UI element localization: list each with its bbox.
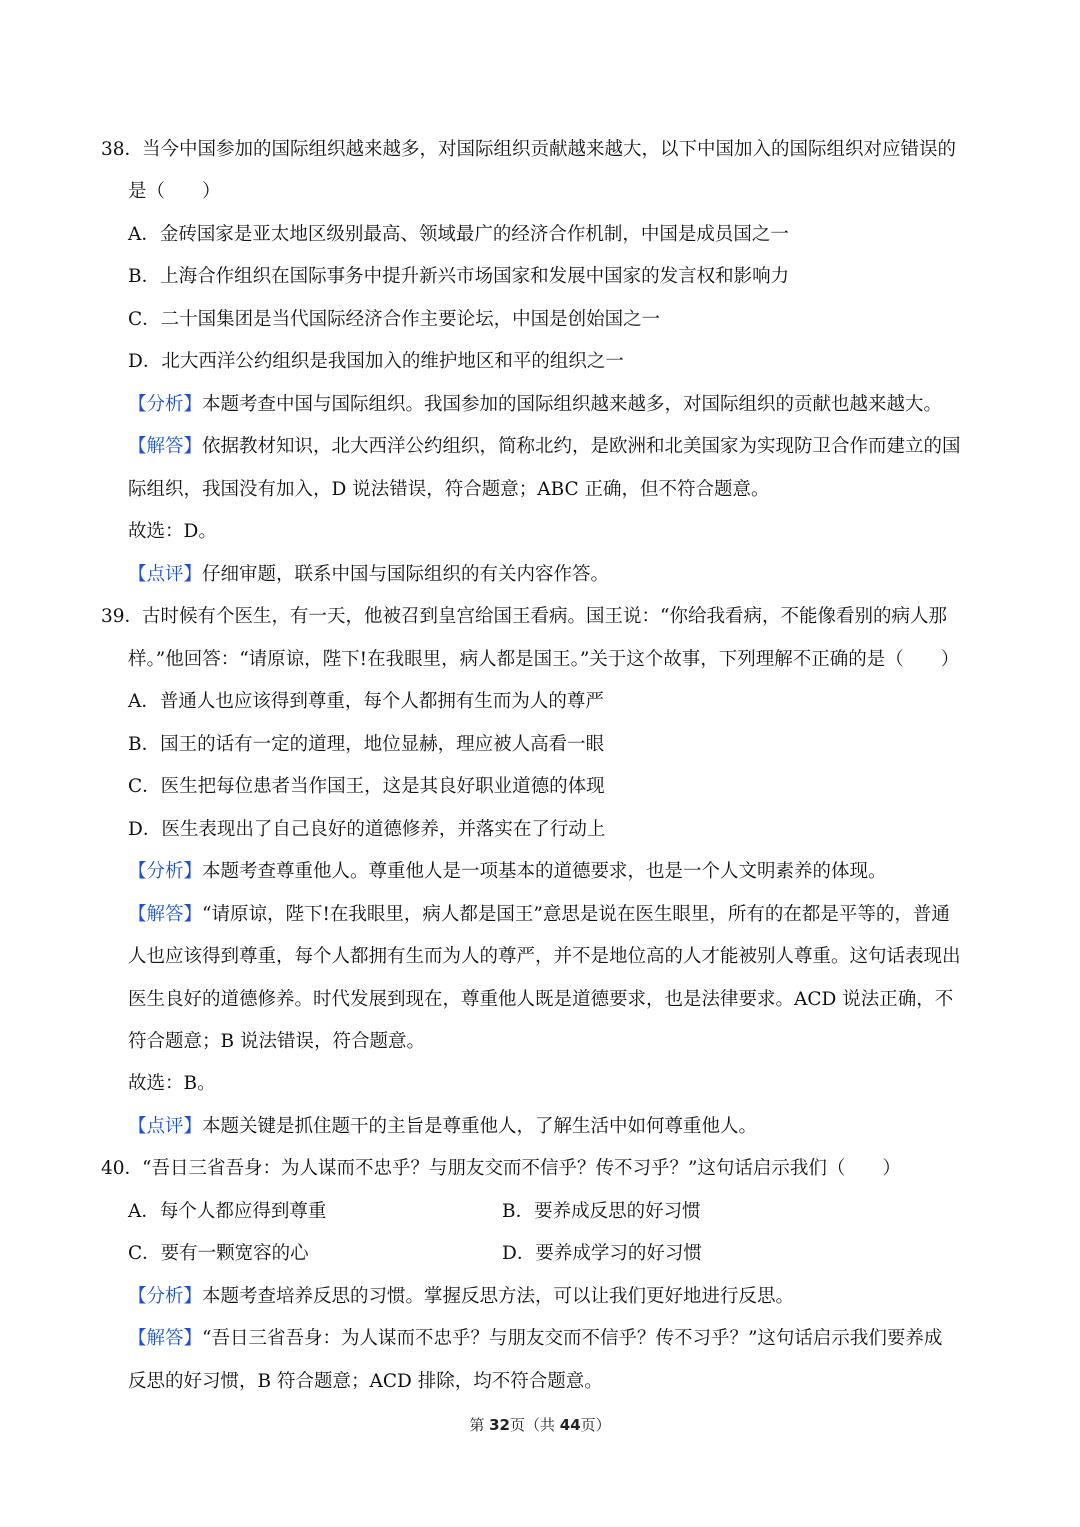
question-39-answer-line-1 bbox=[0, 895, 1080, 935]
choice-text: 故选：B。 bbox=[128, 1073, 216, 1094]
option-text: B．国王的话有一定的道理，地位显赫，理应被人高看一眼 bbox=[128, 734, 605, 755]
option-text: B．要养成反思的好习惯 bbox=[502, 1201, 701, 1222]
analysis-text: 本题考查培养反思的习惯。掌握反思方法，可以让我们更好地进行反思。 bbox=[202, 1286, 795, 1307]
option-text: B．上海合作组织在国际事务中提升新兴市场国家和发展中国家的发言权和影响力 bbox=[128, 266, 790, 287]
question-40-answer-line-1 bbox=[0, 1319, 1080, 1359]
question-38-stem-line-2 bbox=[0, 172, 1080, 212]
question-39-stem-line-1 bbox=[0, 597, 1080, 637]
question-38-answer-line-2 bbox=[0, 470, 1080, 510]
question-number: 38． bbox=[101, 139, 144, 160]
question-38-answer-line-1 bbox=[0, 427, 1080, 467]
answer-text: 际组织，我国没有加入，D 说法错误，符合题意；ABC 正确，但不符合题意。 bbox=[128, 479, 770, 500]
question-stem: 样。”他回答：“请原谅，陛下!在我眼里，病人都是国王。”关于这个故事，下列理解不正确的是（ ） bbox=[128, 649, 960, 670]
comment-tag: 【点评】 bbox=[128, 564, 203, 585]
question-40-answer-line-2 bbox=[0, 1362, 1080, 1402]
question-stem: 是（ ） bbox=[128, 181, 221, 202]
current-page-number: 32 bbox=[489, 1416, 510, 1434]
question-38-stem-line-1 bbox=[0, 130, 1080, 170]
question-38-option-b bbox=[0, 257, 1080, 297]
choice-text: 故选：D。 bbox=[128, 521, 217, 542]
question-stem: 当今中国参加的国际组织越来越多，对国际组织贡献越来越大，以下中国加入的国际组织对应错误的 bbox=[142, 139, 957, 160]
option-text: D．要养成学习的好习惯 bbox=[502, 1243, 702, 1264]
question-39-option-a bbox=[0, 682, 1080, 722]
answer-text: “吾日三省吾身：为人谋而不忠乎？与朋友交而不信乎？传不习乎？”这句话启示我们要养成 bbox=[202, 1328, 943, 1349]
analysis-tag: 【分析】 bbox=[128, 861, 203, 882]
option-text: A．金砖国家是亚太地区级别最高、领域最广的经济合作机制，中国是成员国之一 bbox=[128, 224, 789, 245]
answer-text: 依据教材知识，北大西洋公约组织，简称北约，是欧洲和北美国家为实现防卫合作而建立的国 bbox=[202, 436, 961, 457]
comment-text: 本题关键是抓住题干的主旨是尊重他人，了解生活中如何尊重他人。 bbox=[202, 1116, 758, 1137]
question-40-analysis bbox=[0, 1277, 1080, 1317]
option-text: D．医生表现出了自己良好的道德修养，并落实在了行动上 bbox=[128, 819, 606, 840]
option-text: A．每个人都应得到尊重 bbox=[128, 1201, 327, 1222]
question-40-options-row-1 bbox=[0, 1192, 1080, 1232]
footer-prefix: 第 bbox=[469, 1416, 490, 1434]
question-39-choice bbox=[0, 1064, 1080, 1104]
answer-tag: 【解答】 bbox=[128, 904, 203, 925]
page-footer bbox=[0, 1410, 1080, 1440]
question-39-answer-line-4 bbox=[0, 1022, 1080, 1062]
comment-text: 仔细审题，联系中国与国际组织的有关内容作答。 bbox=[202, 564, 610, 585]
answer-text: 符合题意；B 说法错误，符合题意。 bbox=[128, 1031, 425, 1052]
footer-suffix: 页） bbox=[580, 1416, 611, 1434]
question-38-option-c bbox=[0, 300, 1080, 340]
question-38-option-a bbox=[0, 215, 1080, 255]
answer-text: “请原谅，陛下!在我眼里，病人都是国王”意思是说在医生眼里，所有的在都是平等的，普通 bbox=[202, 904, 950, 925]
question-40-stem-line-1 bbox=[0, 1149, 1080, 1189]
total-page-number: 44 bbox=[559, 1416, 581, 1434]
analysis-tag: 【分析】 bbox=[128, 394, 203, 415]
answer-text: 医生良好的道德修养。时代发展到现在，尊重他人既是道德要求，也是法律要求。ACD 说法正确，不 bbox=[128, 989, 954, 1010]
question-38-choice bbox=[0, 512, 1080, 552]
question-39-stem-line-2 bbox=[0, 640, 1080, 680]
question-39-analysis bbox=[0, 852, 1080, 892]
question-38-option-d bbox=[0, 342, 1080, 382]
answer-tag: 【解答】 bbox=[128, 436, 203, 457]
question-39-option-c bbox=[0, 767, 1080, 807]
question-stem: 古时候有个医生，有一天，他被召到皇宫给国王看病。国王说：“你给我看病，不能像看别的病人那 bbox=[142, 606, 947, 627]
question-38-analysis bbox=[0, 385, 1080, 425]
question-38-comment bbox=[0, 555, 1080, 595]
question-39-option-b bbox=[0, 725, 1080, 765]
answer-tag: 【解答】 bbox=[128, 1328, 203, 1349]
option-text: A．普通人也应该得到尊重，每个人都拥有生而为人的尊严 bbox=[128, 691, 604, 712]
question-39-answer-line-3 bbox=[0, 980, 1080, 1020]
question-39-comment bbox=[0, 1107, 1080, 1147]
analysis-tag: 【分析】 bbox=[128, 1286, 203, 1307]
question-39-answer-line-2 bbox=[0, 937, 1080, 977]
analysis-text: 本题考查尊重他人。尊重他人是一项基本的道德要求，也是一个人文明素养的体现。 bbox=[202, 861, 887, 882]
option-text: D．北大西洋公约组织是我国加入的维护地区和平的组织之一 bbox=[128, 351, 624, 372]
option-text: C．要有一颗宽容的心 bbox=[128, 1243, 309, 1264]
question-stem: “吾日三省吾身：为人谋而不忠乎？与朋友交而不信乎？传不习乎？”这句话启示我们（ ） bbox=[142, 1158, 901, 1179]
question-40-options-row-2 bbox=[0, 1234, 1080, 1274]
question-number: 39． bbox=[101, 606, 144, 627]
analysis-text: 本题考查中国与国际组织。我国参加的国际组织越来越多，对国际组织的贡献也越来越大。 bbox=[202, 394, 943, 415]
answer-text: 反思的好习惯，B 符合题意；ACD 排除，均不符合题意。 bbox=[128, 1371, 603, 1392]
option-text: C．医生把每位患者当作国王，这是其良好职业道德的体现 bbox=[128, 776, 605, 797]
footer-middle: 页（共 bbox=[509, 1416, 560, 1434]
option-text: C．二十国集团是当代国际经济合作主要论坛，中国是创始国之一 bbox=[128, 309, 661, 330]
comment-tag: 【点评】 bbox=[128, 1116, 203, 1137]
answer-text: 人也应该得到尊重，每个人都拥有生而为人的尊严，并不是地位高的人才能被别人尊重。这句话表现出 bbox=[128, 946, 961, 967]
question-number: 40． bbox=[101, 1158, 144, 1179]
question-39-option-d bbox=[0, 810, 1080, 850]
